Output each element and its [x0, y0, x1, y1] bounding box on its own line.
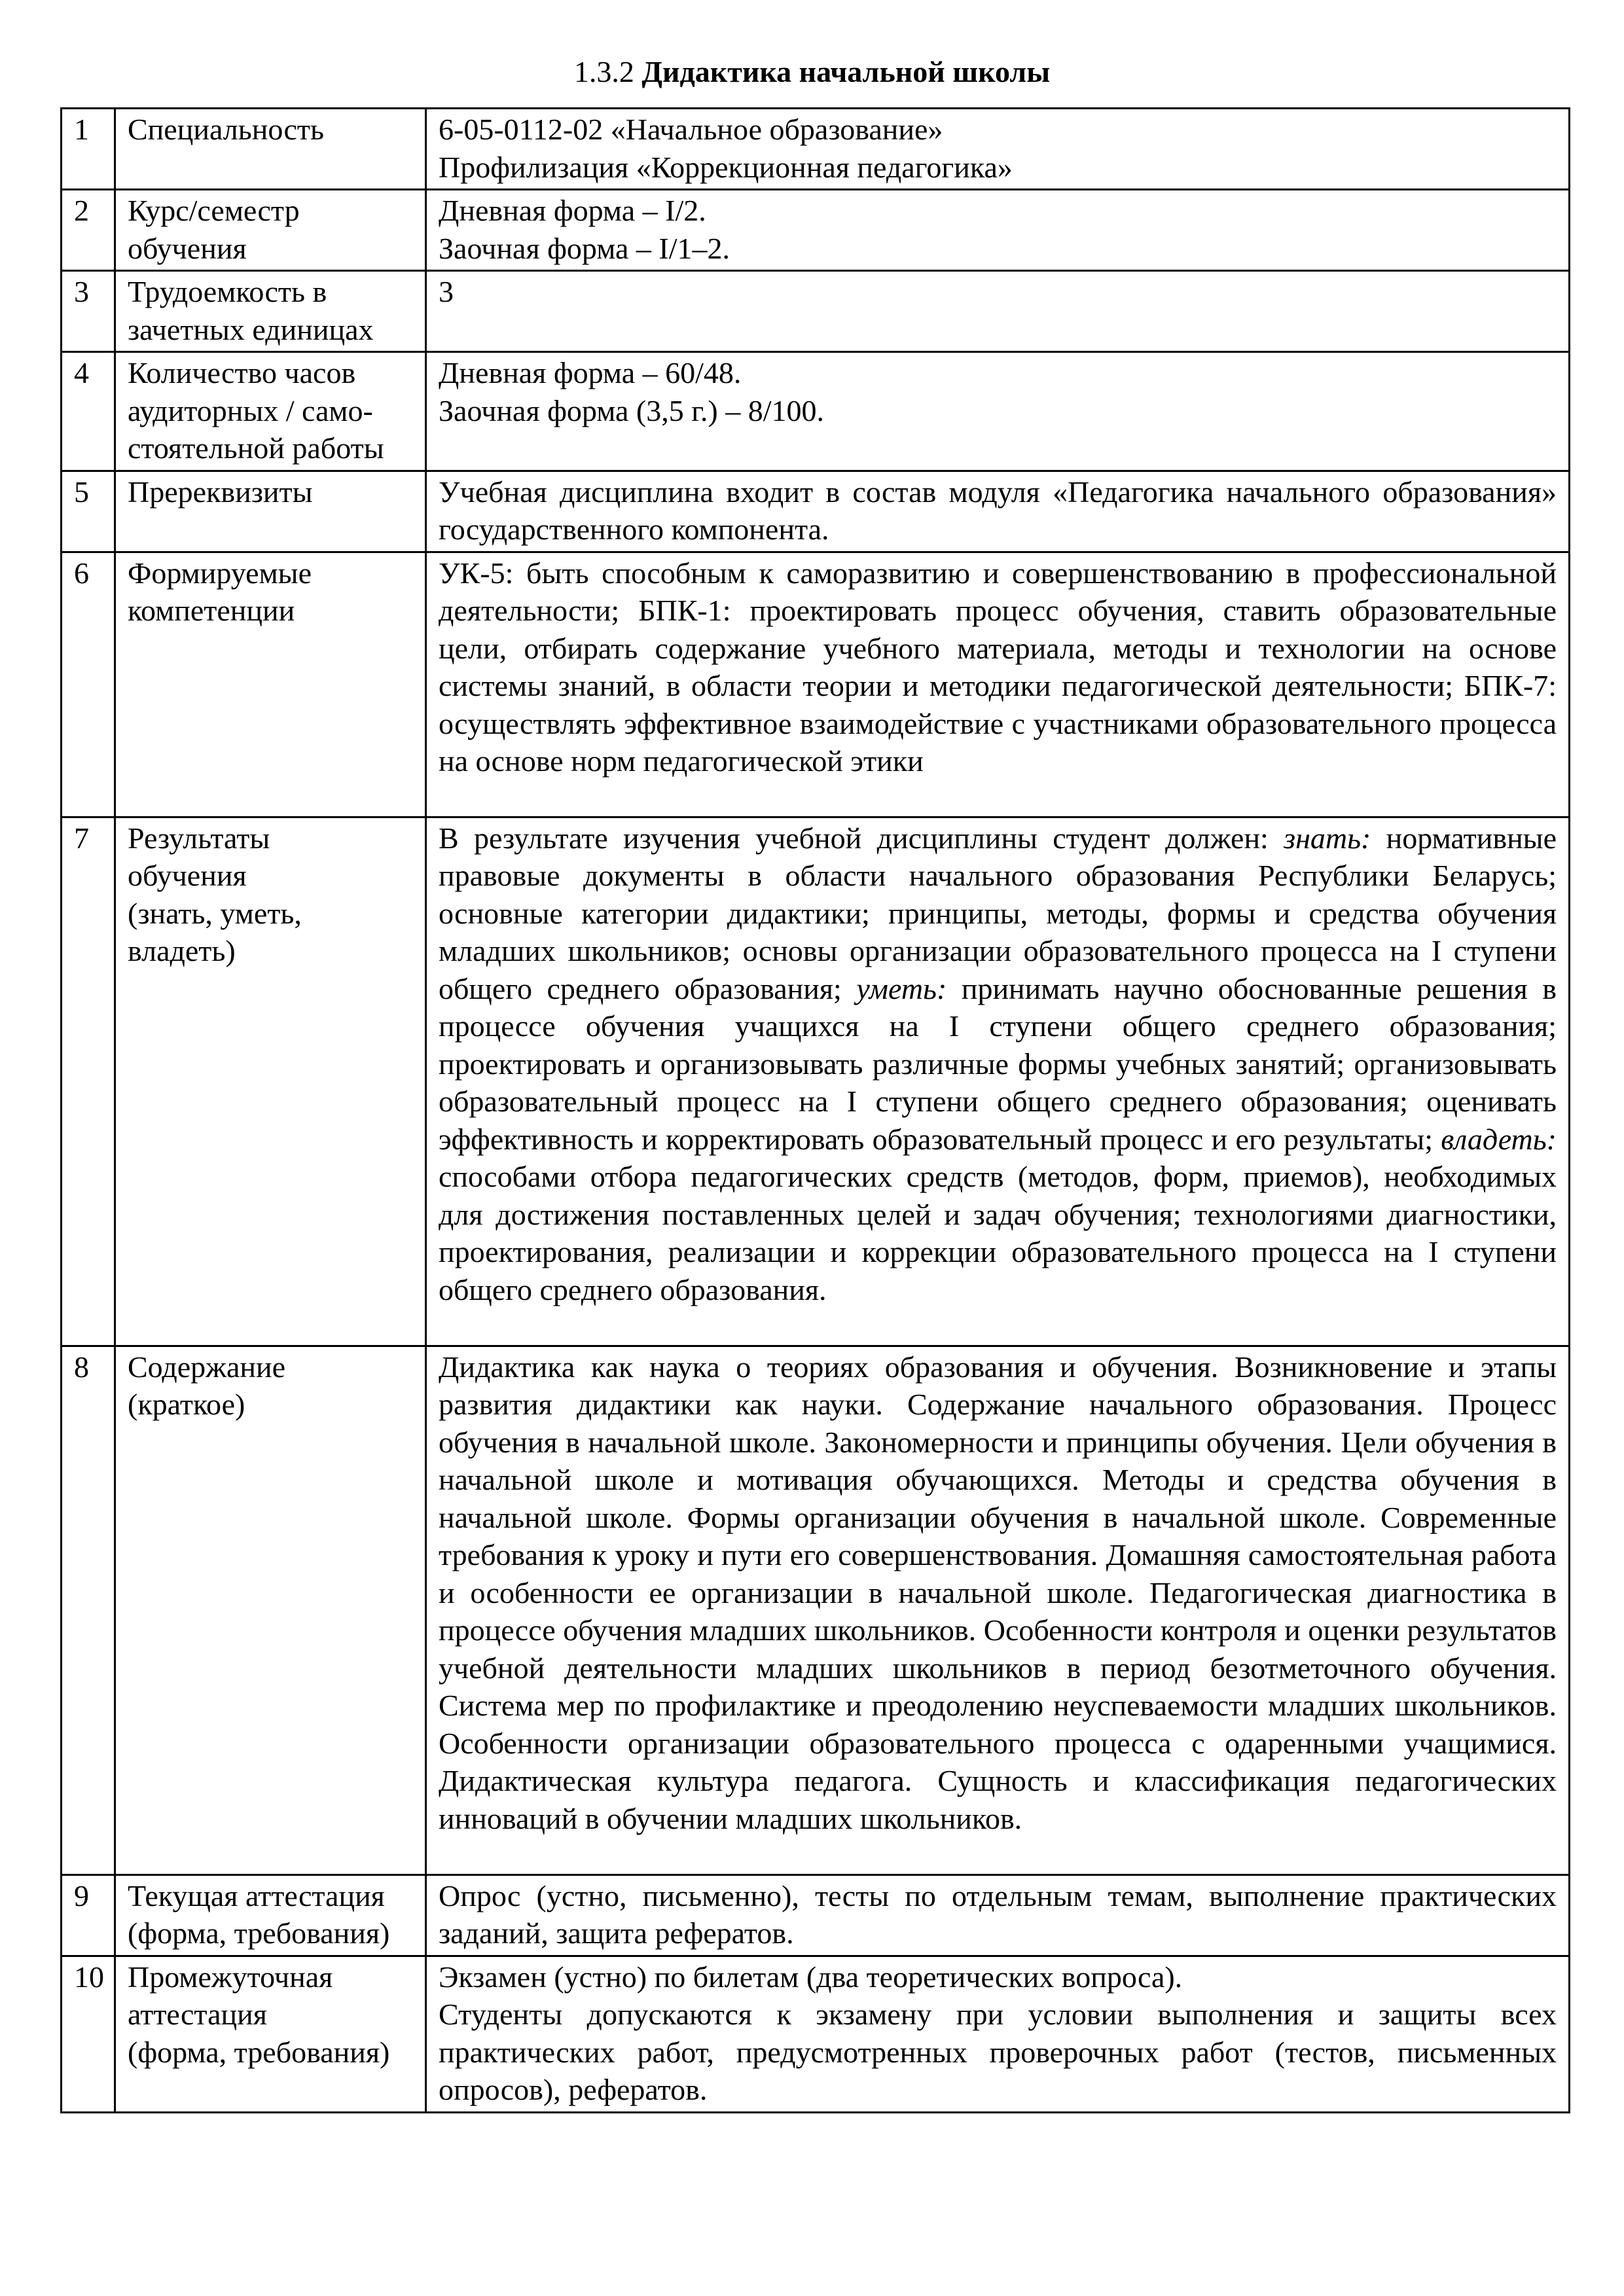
- row-label: Промежуточная аттестация (форма, требования): [115, 1956, 426, 2112]
- row-content: Дидактика как наука о теориях образования и обучения. Возникновение и этапы развития дидактики как науки. Содержание начального образования. Процесс обучения в начальной школе. Закономерности и принципы обучения. Цели обучения в начальной школе и мотивация обучающихся. Методы и средства обучения в начальной школе. Формы организации обучения в начальной школе. Современные требования к уроку и пути его совершенствования. Домашняя самостоятельная работа и особенности ее организации в начальной школе. Педагогическая диагностика в процессе обучения младших школьников. Особенности контроля и оценки результатов учебной деятельности младших школьников в период безотметочного обучения. Система мер по профилактике и преодолению неуспеваемости младших школьников. Особенности организации образовательного процесса с одаренными учащимися. Дидактическая культура педагога. Сущность и классификация педагогических инноваций в обучении младших школьников.: [426, 1346, 1570, 1874]
- table-row: [62, 817, 1570, 1346]
- row-content: 6-05-0112-02 «Начальное образование» Профилизация «Коррекционная педагогика»: [426, 109, 1570, 190]
- row-content: Дневная форма – 60/48. Заочная форма (3,5 г.) – 8/100.: [426, 352, 1570, 471]
- row-label: Трудоемкость в зачетных единицах: [115, 271, 426, 352]
- table-row: [62, 1874, 1570, 1956]
- table-row: [62, 352, 1570, 471]
- table-row: [62, 1346, 1570, 1874]
- row-number: 5: [62, 471, 115, 552]
- results-intro: В результате изучения учебной дисциплины студент должен:: [439, 821, 1269, 855]
- table-row: [62, 109, 1570, 190]
- own-text: способами отбора педагогических средств (методов, форм, приемов), необходимых для достижения поставленных целей и задач обучения; технологиями диагностики, проектирования, реализации и коррекции образовательного процесса на I ступени общего среднего образования.: [439, 1160, 1557, 1306]
- row-label: Курс/семестр обучения: [115, 190, 426, 271]
- row-label: Пререквизиты: [115, 471, 426, 552]
- page-title: [0, 54, 1624, 90]
- section-name: Дидактика начальной школы: [641, 55, 1051, 88]
- row-label: Текущая аттестация (форма, требования): [115, 1874, 426, 1956]
- row-label: Количество часов аудиторных / само- стоятельной работы: [115, 352, 426, 471]
- syllabus-table: [60, 107, 1570, 2113]
- table-row: [62, 471, 1570, 552]
- section-number: 1.3.2: [573, 55, 634, 88]
- row-number: 9: [62, 1874, 115, 1956]
- row-label: Формируемые компетенции: [115, 552, 426, 817]
- row-label: Специальность: [115, 109, 426, 190]
- row-number: 10: [62, 1956, 115, 2112]
- row-number: 8: [62, 1346, 115, 1874]
- table-row: [62, 190, 1570, 271]
- row-content: Экзамен (устно) по билетам (два теоретических вопроса). Студенты допускаются к экзамену при условии выполнения и защиты всех практических работ, предусмотренных проверочных работ (тестов, письменных опросов), рефератов.: [426, 1956, 1570, 2112]
- row-content: 3: [426, 271, 1570, 352]
- can-text: принимать научно обоснованные решения в процессе обучения учащихся на I ступени общего среднего образования; проектировать и организовывать различные формы учебных занятий; организовывать образовательный процесс на I ступени общего среднего образования; оценивать эффективность и корректировать образовательный процесс и его результаты;: [439, 971, 1557, 1156]
- row-number: 4: [62, 352, 115, 471]
- row-content: Учебная дисциплина входит в состав модуля «Педагогика начального образования» государственного компонента.: [426, 471, 1570, 552]
- row-number: 6: [62, 552, 115, 817]
- row-content: Опрос (устно, письменно), тесты по отдельным темам, выполнение практических заданий, защита рефератов.: [426, 1874, 1570, 1956]
- row-number: 7: [62, 817, 115, 1346]
- row-content: УК-5: быть способным к саморазвитию и совершенствованию в профессиональной деятельности; БПК-1: проектировать процесс обучения, ставить образовательные цели, отбирать содержание учебного материала, методы и технологии на основе системы знаний, в области теории и методики педагогической деятельности; БПК-7: осуществлять эффективное взаимодействие с участниками образовательного процесса на основе норм педагогической этики: [426, 552, 1570, 817]
- table-row: [62, 271, 1570, 352]
- know-text: нормативные правовые документы в области начального образования Республики Беларусь; основные категории дидактики; принципы, методы, формы и средства обучения младших школьников; основы организации образовательного процесса на I ступени общего среднего образования;: [439, 821, 1557, 1005]
- row-content: Дневная форма – I/2. Заочная форма – I/1–2.: [426, 190, 1570, 271]
- row-number: 2: [62, 190, 115, 271]
- row-number: 3: [62, 271, 115, 352]
- row-content: [426, 817, 1570, 1346]
- know-label: знать:: [1284, 821, 1371, 855]
- table-row: [62, 1956, 1570, 2112]
- table-row: [62, 552, 1570, 817]
- row-label: Результаты обучения (знать, уметь, владеть): [115, 817, 426, 1346]
- own-label: владеть:: [1441, 1122, 1557, 1156]
- row-label: Содержание (краткое): [115, 1346, 426, 1874]
- can-label: уметь:: [856, 971, 947, 1005]
- row-number: 1: [62, 109, 115, 190]
